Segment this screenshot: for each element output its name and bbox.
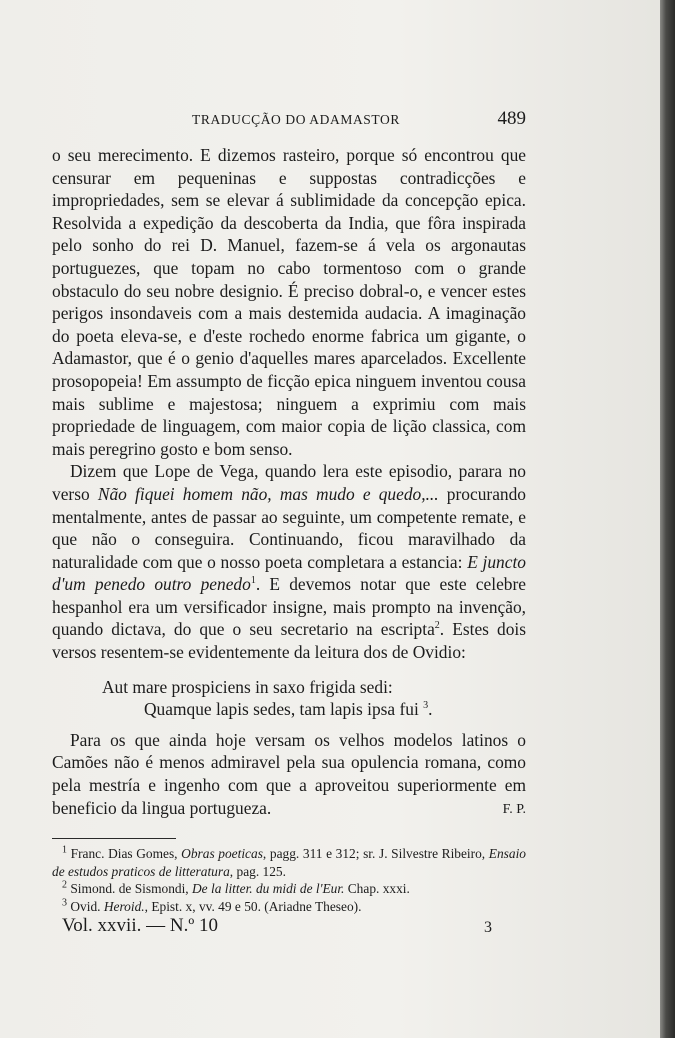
paragraph-2-text-b: procurando mentalmente, antes de passar ao seguinte, um competente remate, e que não o conseguira. Continuando, ficou maravilhado da naturalidade com que o nosso poeta completara a estancia: [52,483,526,572]
quoted-verse-2: E juncto d'um penedo outro penedo [52,551,526,595]
footnote-ref-3: 3 [423,700,429,712]
footnote-ref-2: 2 [434,620,440,632]
footnote-title: Heroid. [103,898,145,914]
footnote-number: 1 [62,844,67,856]
paragraph-2-text-c: . E devemos notar que este celebre hespanhol era um versificador insigne, mais prompto na invenção, quando dictava, do que o seu secretario na escripta [52,574,526,640]
paragraph-3-text: Para os que ainda hoje versam os velhos modelos latinos o Camões não é menos admiravel pela sua opulencia romana, como pela mestría e ingenho com que a aproveitou superiormente em beneficio da lingua portugueza. [52,729,526,818]
page-header [52,108,526,132]
verse-line-2-text: Quamque lapis sedes, tam lapis ipsa fui [144,699,419,720]
footnote-title: De la litter. du midi de l'Eur. [192,881,345,897]
verse-line-2-end: . [428,699,433,720]
paragraph-2 [52,460,526,663]
footnote-text: Chap. xxxi. [344,881,410,897]
footnote-ref-1: 1 [250,575,256,587]
footnote-text: Simond. de Sismondi, [70,881,193,897]
page-edge [660,0,675,1038]
footnote-text: Franc. Dias Gomes, [70,846,182,861]
footnote-text: Ovid. [70,898,104,914]
footnote-title: Obras poeticas [181,846,263,861]
quoted-verse-1: Não fiquei homem não, mas mudo e quedo,... [97,483,439,504]
footnote-text: , pagg. 311 e 312; sr. J. Silvestre Ribeiro, [262,846,489,861]
verse-line-2 [52,698,526,721]
latin-verse [52,676,526,721]
footnote-rule [52,838,176,839]
footnote-2 [52,880,526,898]
verse-line-1: Aut mare prospiciens in saxo frigida sedi: [102,676,393,697]
paragraph-1: o seu merecimento. E dizemos rasteiro, porque só encontrou que censurar em pequeninas e suppostas contradicções e impropriedades, sem se elevar á sublimidade da concepção epica. Resolvida a expedição da descoberta da India, que fôra inspirada pelo sonho do rei D. Manuel, fazem-se á vela os argonautas portuguezes, que topam no cabo tormentoso com o grande obstaculo do seu nobre designio. É preciso dobral-o, e vencer estes perigos insondaveis com a mais destemida audacia. A imaginação do poeta eleva-se, e d'este rochedo enorme fabrica um gigante, o Adamastor, que é o genio d'aquelles mares aparcelados. Excellente prosopopeia! Em assumpto de ficção epica ninguem inventou cousa mais sublime e majestosa; ninguem a exprimiu com mais propriedade de linguagem, com maior copia de lição classica, com mais peregrino gosto e bom senso. [52,145,526,459]
footnote-number: 3 [62,897,67,909]
signature-mark: 3 [484,919,492,936]
running-title: TRADUCÇÃO DO ADAMASTOR [192,112,400,127]
page-number: 489 [497,108,526,129]
footnote-text: , Epist. x, vv. 49 e 50. (Ariadne Theseo). [144,898,362,914]
footnote-1 [52,845,526,880]
footnote-title: Ensaio de estudos praticos de litteratura [52,846,526,879]
footnote-text: , pag. 125. [229,863,286,879]
paragraph-3 [52,729,526,819]
footnote-3 [52,898,526,916]
page-footer [62,915,492,943]
body-text [52,144,526,821]
author-signature: F. P. [502,801,526,817]
volume-number: Vol. xxvii. — N.º 10 [62,915,218,936]
paragraph-2-text-d: . Estes dois versos resentem-se evidentemente da leitura dos de Ovidio: [52,619,526,663]
paragraph-2-text-a: Dizem que Lope de Vega, quando lera este episodio, parara no verso [52,461,526,504]
footnotes [52,845,526,915]
footnote-number: 2 [62,879,67,891]
